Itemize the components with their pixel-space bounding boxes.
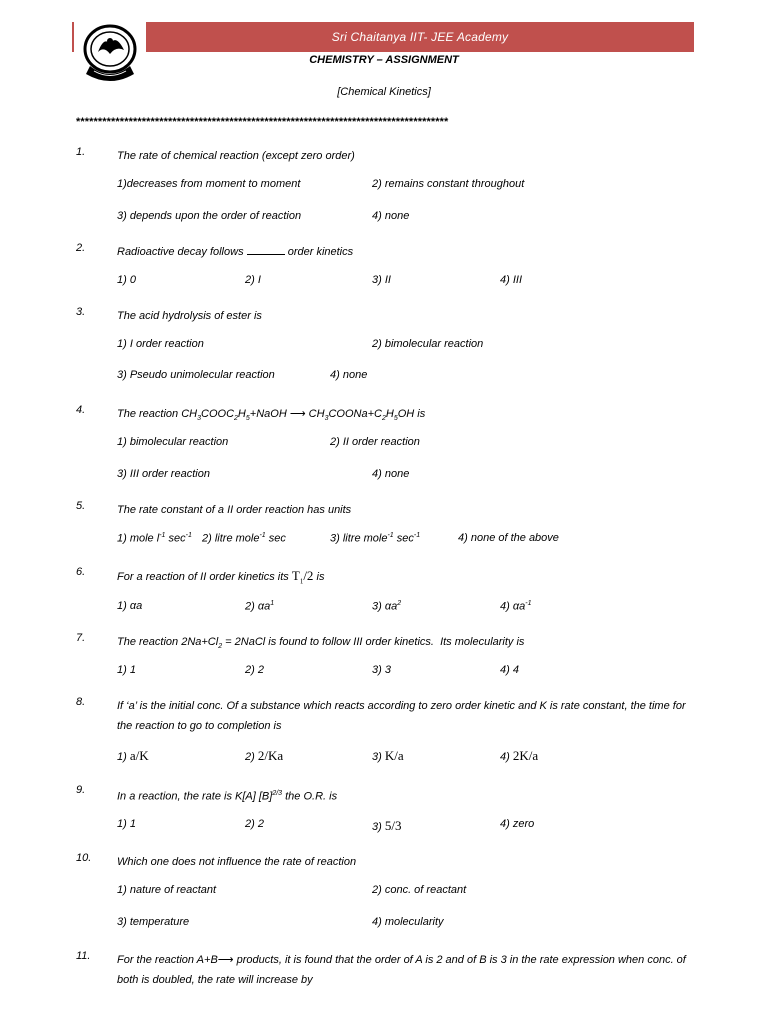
option-2: 2) II order reaction — [330, 436, 420, 448]
option-4: 4) 2K/a — [500, 748, 539, 763]
question-text: The rate of chemical reaction (except zero order) — [117, 150, 355, 162]
option-1: 1) bimolecular reaction — [117, 436, 229, 448]
options-row — [117, 178, 697, 198]
question-number: 5. — [76, 500, 86, 512]
question-number: 4. — [76, 404, 86, 416]
option-2: 2) I — [245, 274, 261, 286]
reaction-arrow-icon: ⟶ — [217, 954, 234, 966]
options-row — [117, 664, 697, 684]
options-row — [117, 916, 697, 936]
options-row — [117, 468, 697, 488]
option-4: 4) none — [330, 369, 368, 381]
question-text: If ‘a’ is the initial conc. Of a substance which reacts according to zero order kinetic and K is rate constant, the time for the reaction to go to completion is — [117, 700, 686, 732]
question-number: 10. — [76, 852, 92, 864]
option-4: 4) none — [372, 210, 410, 222]
option-3: 3) depends upon the order of reaction — [117, 210, 302, 222]
option-2: 2) 2/Ka — [245, 748, 284, 763]
option-3: 3) temperature — [117, 916, 190, 928]
star-divider: ************************************************************************************* — [76, 116, 449, 128]
academy-logo-icon — [78, 22, 142, 84]
option-3: 3) III order reaction — [117, 468, 210, 480]
option-1: 1) nature of reactant — [117, 884, 217, 896]
options-row — [117, 748, 697, 768]
option-2: 2) conc. of reactant — [372, 884, 467, 896]
question-text: In a reaction, the rate is K[A] $[B]^{2/3}$ the O.R. is — [117, 790, 338, 803]
question-text: Which one does not influence the rate of reaction — [117, 856, 357, 868]
question-number: 11. — [76, 950, 91, 962]
option-2: 2) litre mole$^{-1}$ sec — [202, 532, 286, 545]
question-number: 6. — [76, 566, 86, 578]
option-3: 3) $\alpha a^2$ — [372, 600, 402, 613]
option-2: 2) 2 — [245, 664, 264, 676]
option-1: 1) a/K — [117, 748, 149, 763]
option-1: 1) 1 — [117, 664, 136, 676]
option-1: 1) 1 — [117, 818, 136, 830]
option-3: 3) K/a — [372, 748, 404, 763]
options-row — [117, 436, 697, 456]
question-text: Radioactive decay follows order kinetics — [117, 246, 354, 258]
option-4: 4) III — [500, 274, 523, 286]
question-number: 8. — [76, 696, 86, 708]
option-3: 3) II — [372, 274, 391, 286]
half-life-symbol: $T_1/2$ — [291, 568, 314, 586]
question-text: The reaction $2Na+Cl_2$ = 2NaCl is found to follow III order kinetics. Its molecularity is — [117, 636, 525, 651]
options-row — [117, 369, 697, 389]
question-number: 7. — [76, 632, 86, 644]
option-4: 4) zero — [500, 818, 535, 830]
option-4: 4) none of the above — [458, 532, 559, 544]
option-4: 4) $\alpha a^{-1}$ — [500, 600, 532, 613]
question-number: 1. — [76, 146, 86, 158]
document-subtitle: [Chemical Kinetics] — [337, 86, 431, 98]
option-2: 2) bimolecular reaction — [372, 338, 484, 350]
option-1: 1) αa — [117, 600, 143, 612]
question-number: 2. — [76, 242, 86, 254]
question-text: For a reaction of II order kinetics its $T_1/2$ is — [117, 568, 325, 586]
options-row — [117, 210, 697, 230]
options-row — [117, 532, 697, 552]
reaction-arrow-icon: ⟶ — [289, 408, 306, 420]
option-4: 4) none — [372, 468, 410, 480]
option-1: 1) 0 — [117, 274, 136, 286]
option-1: 1) mole $l^{-1}$ $\sec^{-1}$ — [117, 532, 192, 545]
option-1: 1) I order reaction — [117, 338, 204, 350]
document-title: CHEMISTRY – ASSIGNMENT — [309, 54, 459, 66]
options-row — [117, 338, 697, 358]
header-accent-rule — [72, 22, 74, 52]
options-row — [117, 818, 697, 838]
academy-banner — [146, 22, 694, 52]
academy-name: Sri Chaitanya IIT- JEE Academy — [331, 30, 509, 44]
options-row — [117, 600, 697, 620]
option-3: 3) 3 — [372, 664, 391, 676]
answer-blank — [247, 246, 285, 255]
option-2: 2) 2 — [245, 818, 264, 830]
option-2: 2) $\alpha a^1$ — [245, 600, 275, 613]
options-row — [117, 274, 697, 294]
question-number: 9. — [76, 784, 86, 796]
option-4: 4) molecularity — [372, 916, 444, 928]
option-3: 3) Pseudo unimolecular reaction — [117, 369, 275, 381]
option-3: 3) 5/3 — [372, 818, 402, 833]
option-3: 3) litre mole$^{-1}$ $\sec^{-1}$ — [330, 532, 421, 545]
question-text: The reaction $CH_3COOC_2H_5+NaOH$ ⟶ $CH_3COONa+C_2H_5OH$ is — [117, 404, 697, 429]
option-2: 2) remains constant throughout — [372, 178, 525, 190]
option-1: 1)decreases from moment to moment — [117, 178, 301, 190]
question-text: The acid hydrolysis of ester is — [117, 310, 262, 322]
question-text: For the reaction A+B⟶ products, it is found that the order of A is 2 and of B is 3 in the rate expression when conc. of both is doubled, the rate will increase by — [117, 950, 697, 990]
options-row — [117, 884, 697, 904]
question-text: The rate constant of a II order reaction has units — [117, 504, 352, 516]
question-number: 3. — [76, 306, 86, 318]
option-4: 4) 4 — [500, 664, 519, 676]
